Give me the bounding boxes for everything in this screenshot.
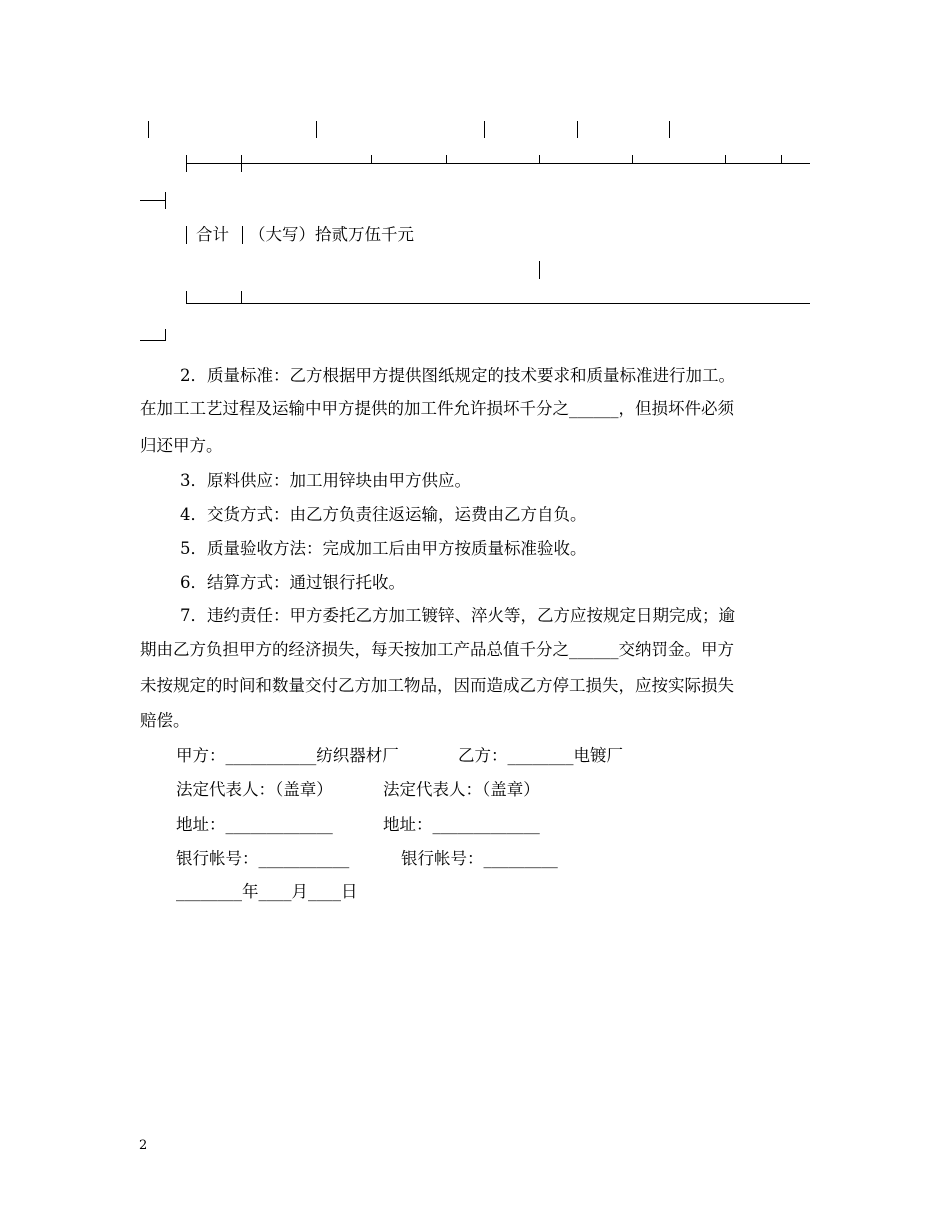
clause-7-line-3: 未按规定的时间和数量交付乙方加工物品，因而造成乙方停工损失，应按实际损失 <box>140 676 734 695</box>
page-number: 2 <box>139 1138 148 1153</box>
table-tick <box>241 291 242 304</box>
clause-7-line-2: 期由乙方负担甲方的经济损失，每天按加工产品总值千分之______交纳罚金。甲方 <box>140 640 734 659</box>
clause-2-line-1: 2．质量标准：乙方根据甲方提供图纸规定的技术要求和质量标准进行加工。 <box>180 366 735 385</box>
table-tick <box>725 155 726 163</box>
table-wrap-edge <box>165 192 166 209</box>
clause-5: 5．质量验收方法：完成加工后由甲方按质量标准验收。 <box>180 539 587 558</box>
clause-3: 3．原料供应：加工用锌块由甲方供应。 <box>180 471 471 490</box>
table-horizontal-rule <box>186 163 810 164</box>
table-vertical-rule <box>148 121 149 138</box>
party-a-bank-account: 银行帐号：___________ <box>176 849 350 868</box>
table-vertical-rule <box>669 121 670 138</box>
table-tick <box>539 155 540 163</box>
table-bottom-rule <box>186 303 810 304</box>
total-label: 合计 <box>196 225 229 244</box>
table-vertical-rule <box>577 121 578 138</box>
table-vertical-rule <box>316 121 317 138</box>
total-row-left-edge <box>186 226 187 244</box>
table-wrap-rule <box>140 340 166 341</box>
party-a-name: 甲方：___________纺织器材厂 <box>176 746 399 765</box>
table-vertical-rule <box>484 121 485 138</box>
clause-2-line-2: 在加工工艺过程及运输中甲方提供的加工件允许损坏千分之______，但损坏件必须 <box>140 399 734 418</box>
party-a-representative: 法定代表人：（盖章） <box>176 780 333 799</box>
table-tick <box>781 155 782 163</box>
party-b-address: 地址：_____________ <box>383 815 540 834</box>
total-row-separator <box>242 226 243 244</box>
party-b-name: 乙方：________电镀厂 <box>458 746 623 765</box>
table-tick <box>446 155 447 163</box>
party-b-representative: 法定代表人：（盖章） <box>383 780 540 799</box>
clause-7-line-1: 7．违约责任：甲方委托乙方加工镀锌、淬火等，乙方应按规定日期完成；逾 <box>180 606 735 625</box>
table-tick <box>371 155 372 163</box>
table-tick <box>632 155 633 163</box>
table-tick <box>241 155 242 172</box>
clause-6: 6．结算方式：通过银行托收。 <box>180 573 405 592</box>
signing-date: ________年____月____日 <box>176 882 358 901</box>
table-wrap-rule <box>140 200 166 201</box>
clause-4: 4．交货方式：由乙方负责往返运输，运费由乙方自负。 <box>180 505 587 524</box>
clause-2-line-3: 归还甲方。 <box>140 436 223 455</box>
total-value: （大写）拾贰万伍千元 <box>249 225 414 244</box>
clause-7-line-4: 赔偿。 <box>140 711 190 730</box>
table-wrap-edge <box>165 329 166 341</box>
table-vertical-rule <box>539 261 540 279</box>
party-b-bank-account: 银行帐号：_________ <box>401 849 558 868</box>
party-a-address: 地址：_____________ <box>176 815 333 834</box>
